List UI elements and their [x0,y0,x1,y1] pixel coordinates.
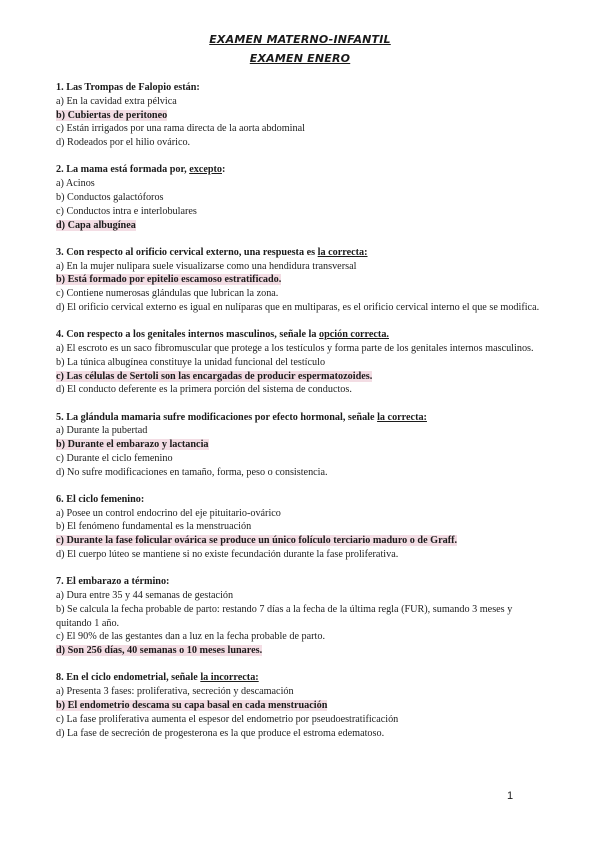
question-stem [56,246,542,260]
answer-option [56,136,542,150]
answer-option [56,191,542,205]
question-stem-text: 1. Las Trompas de Falopio están: [56,82,200,93]
question-8 [56,671,542,740]
answer-option-text: b) Cubiertas de peritoneo [56,109,168,121]
question-stem-keyword: opción correcta. [319,329,389,341]
answer-option-correct [56,534,542,548]
answer-option [56,603,542,631]
answer-option-text: a) En la mujer nulipara suele visualizarse como una hendidura transversal [56,260,357,272]
answer-option-text: c) Durante el ciclo femenino [56,452,173,464]
answer-option [56,383,542,397]
answer-option [56,630,542,644]
answer-option [56,727,542,741]
question-stem [56,411,542,425]
question-stem [56,671,542,685]
question-stem-text: 7. El embarazo a término: [56,576,170,588]
question-stem-text: 4. Con respecto a los genitales internos masculinos, señale la [56,329,319,341]
question-stem-suffix: : [222,164,226,176]
question-stem [56,81,542,95]
answer-option [56,122,542,136]
answer-option-correct [56,699,542,713]
answer-option-text: a) Durante la pubertad [56,425,148,437]
answer-option [56,424,542,438]
answer-option-text: a) Posee un control endocrino del eje pituitario-ovárico [56,507,281,519]
question-4 [56,328,542,397]
answer-option [56,205,542,219]
question-5 [56,411,542,480]
answer-option-text: a) Dura entre 35 y 44 semanas de gestación [56,590,234,602]
question-stem-keyword: excepto [189,164,222,176]
answer-option [56,452,542,466]
exam-title [0,30,600,68]
answer-option [56,589,542,603]
answer-option-text: c) Durante la fase folicular ovárica se produce un único folículo terciario maduro o de Graff. [56,535,458,547]
answer-option-text: b) El endometrio descama su capa basal en cada menstruación [56,700,328,712]
answer-option [56,713,542,727]
answer-option-text: d) Rodeados por el hilio ovárico. [56,137,191,149]
answer-option-text: c) Las células de Sertoli son las encargadas de producir espermatozoides. [56,370,373,382]
answer-option [56,520,542,534]
question-stem [56,163,542,177]
answer-option-text: d) El cuerpo lúteo se mantiene si no existe fecundación durante la fase proliferativa. [56,549,399,561]
answer-option-text: d) Son 256 días, 40 semanas o 10 meses lunares. [56,645,263,657]
question-stem-text: 8. En el ciclo endometrial, señale [56,672,201,684]
answer-option-text: b) Durante el embarazo y lactancia [56,439,209,451]
question-stem-text: 2. La mama está formada por, [56,164,190,176]
answer-option-correct [56,109,542,123]
question-7 [56,575,542,658]
answer-option-text: c) Contiene numerosas glándulas que lubrican la zona. [56,288,279,300]
answer-option [56,685,542,699]
answer-option-text: c) Están irrigados por una rama directa de la aorta abdominal [56,123,305,135]
answer-option-text: c) Conductos intra e interlobulares [56,205,197,217]
answer-option [56,466,542,480]
answer-option-text: d) El conducto deferente es la primera porción del sistema de conductos. [56,384,352,396]
answer-option-text: c) La fase proliferativa aumenta el espesor del endometrio por pseudoestratificación [56,713,399,725]
answer-option [56,177,542,191]
answer-option-text: c) El 90% de las gestantes dan a luz en la fecha probable de parto. [56,631,326,643]
question-1 [56,81,542,150]
answer-option-text: a) En la cavidad extra pélvica [56,95,177,107]
answer-option [56,287,542,301]
answer-option-correct [56,438,542,452]
question-stem [56,575,542,589]
answer-option [56,507,542,521]
question-stem-text: 3. Con respecto al orificio cervical externo, una respuesta es [56,246,318,258]
question-stem-keyword: la correcta: [317,246,368,258]
answer-option [56,260,542,274]
answer-option [56,301,542,315]
answer-option-correct [56,219,542,233]
question-stem [56,328,542,342]
answer-option-text: d) La fase de secreción de progesterona es la que produce el estroma edematoso. [56,727,385,739]
answer-option-text: d) El orificio cervical externo es igual en nulíparas que en multiparas, es el orificio cervical interno el que se modifica. [56,301,540,313]
question-2 [56,163,542,232]
question-stem-keyword: la incorrecta: [200,672,259,684]
question-3 [56,246,542,315]
answer-option [56,342,542,356]
answer-option-text: a) El escroto es un saco fibromuscular que protege a los testículos y forma parte de los genitales internos masculinos. [56,342,534,354]
answer-option-text: b) Está formado por epitelio escamoso estratificado. [56,274,282,286]
exam-title-line-2: EXAMEN ENERO [249,52,351,65]
question-stem-text: 6. El ciclo femenino: [56,493,145,505]
question-stem-keyword: la correcta: [377,411,427,423]
page-number: 1 [507,790,514,802]
answer-option-text: a) Presenta 3 fases: proliferativa, secreción y descamación [56,686,294,698]
answer-option [56,548,542,562]
answer-option-text: a) Acinos [56,178,95,190]
question-stem [56,493,542,507]
answer-option-text: b) La túnica albugínea constituye la unidad funcional del testículo [56,356,326,368]
answer-option-correct [56,370,542,384]
answer-option [56,356,542,370]
question-stem-text: 5. La glándula mamaria sufre modificaciones por efecto hormonal, señale [56,411,378,423]
answer-option-text: b) El fenómeno fundamental es la menstruación [56,521,252,533]
question-6 [56,493,542,562]
answer-option-correct [56,644,542,658]
answer-option-text: d) Capa albugínea [56,219,136,231]
answer-option-text: b) Se calcula la fecha probable de parto: restando 7 días a la fecha de la última regla (FUR), sumando 3 meses y quitando 1 año. [56,603,513,629]
question-list [56,81,542,754]
answer-option-text: b) Conductos galactóforos [56,191,164,203]
answer-option-text: d) No sufre modificaciones en tamaño, forma, peso o consistencia. [56,466,328,478]
exam-title-line-1: EXAMEN MATERNO-INFANTIL [209,33,391,46]
answer-option [56,95,542,109]
answer-option-correct [56,273,542,287]
